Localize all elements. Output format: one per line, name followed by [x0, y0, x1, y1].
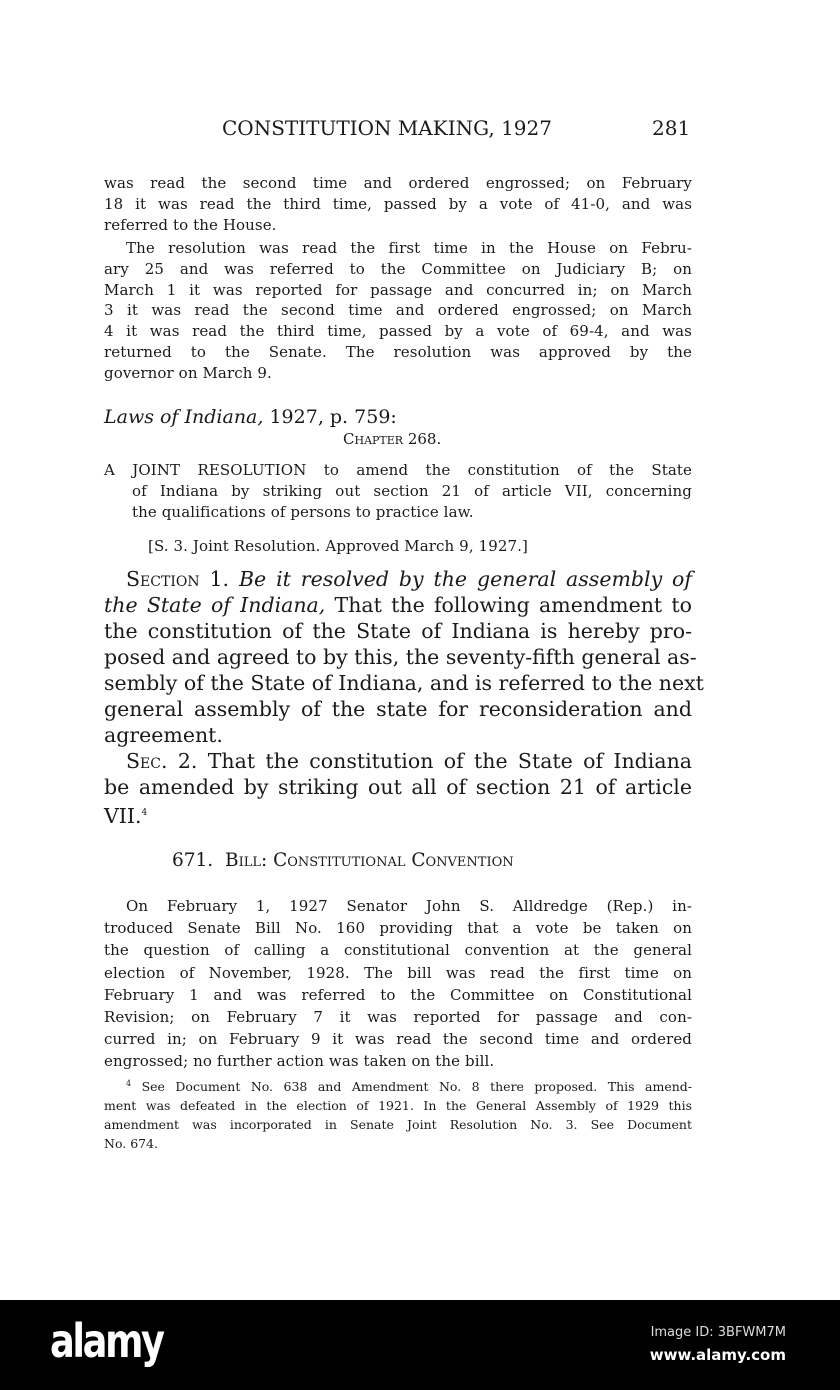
- text-line: A JOINT RESOLUTION to amend the constitution of the State: [104, 461, 692, 479]
- text-line: returned to the Senate. The resolution was approved by the: [104, 342, 692, 361]
- text-line: was read the second time and ordered engrossed; on February: [104, 174, 692, 192]
- running-header: [222, 116, 691, 140]
- text-line: engrossed; no further action was taken on the bill.: [104, 1052, 495, 1071]
- text-line: election of November, 1928. The bill was read the first time on: [104, 963, 692, 982]
- text-line: amendment was incorporated in Senate Joint Resolution No. 3. See Document: [104, 1117, 692, 1133]
- footnote-mark: 4: [126, 1079, 132, 1088]
- citation-page: 1927, p. 759:: [263, 406, 397, 428]
- text-line: the question of calling a constitutional convention at the general: [104, 941, 692, 960]
- joint-resolution-title: [104, 460, 692, 522]
- heading-title: Bill: Constitutional Convention: [224, 850, 514, 871]
- text-line: The resolution was read the first time in the House on Febru-: [126, 239, 692, 257]
- page-number: 281: [652, 116, 691, 140]
- text-line: 4 it was read the third time, passed by a vote of 69-4, and was: [104, 322, 692, 341]
- text-line: governor on March 9.: [104, 363, 272, 382]
- text-line: 18 it was read the third time, passed by a vote of 41-0, and was: [104, 194, 692, 213]
- text-line: ment was defeated in the election of 1921. In the General Assembly of 1929 this: [104, 1098, 692, 1114]
- paragraph-1: [104, 173, 692, 235]
- citation-title: Laws of Indiana,: [104, 406, 264, 428]
- text-span: See Document No. 638 and Amendment No. 8 there proposed. This amend-: [131, 1079, 692, 1095]
- resolving-clause: the State of Indiana,: [104, 593, 326, 617]
- alamy-logo: alamy: [50, 1314, 163, 1368]
- text-line: be amended by striking out all of section 21 of article: [104, 775, 692, 799]
- approval-note: [S. 3. Joint Resolution. Approved March 9, 1927.]: [148, 537, 528, 555]
- chapter-number: Chapter 268.: [343, 430, 442, 448]
- heading-number: 671.: [172, 850, 214, 871]
- text-line: Revision; on February 7 it was reported for passage and con-: [104, 1008, 692, 1027]
- text-line: posed and agreed to by this, the seventy-fifth general as-: [104, 645, 697, 669]
- section-label: Section 1.: [126, 567, 230, 591]
- text-line: sembly of the State of Indiana, and is referred to the next: [104, 671, 704, 695]
- image-id: Image ID: 3BFWM7M: [650, 1325, 786, 1340]
- text-span: That the following amendment to: [325, 593, 693, 617]
- footnote: [104, 1074, 692, 1153]
- text-line: curred in; on February 9 it was read the second time and ordered: [104, 1030, 692, 1049]
- text-line: the constitution of the State of Indiana is hereby pro-: [104, 619, 692, 643]
- footnote-reference: 4: [141, 808, 148, 818]
- text-line: troduced Senate Bill No. 160 providing that a vote be taken on: [104, 919, 692, 938]
- text-line: On February 1, 1927 Senator John S. Alldredge (Rep.) in-: [126, 897, 692, 915]
- text-line: agreement.: [104, 723, 223, 747]
- text-line: No. 674.: [104, 1136, 159, 1152]
- watermark-bar: [0, 1300, 840, 1390]
- section-heading: [172, 850, 514, 871]
- text-line: February 1 and was referred to the Committee on Constitutional: [104, 985, 692, 1004]
- text-line: 3 it was read the second time and ordered engrossed; on March: [104, 301, 692, 320]
- resolving-clause: Be it resolved by the general assembly of: [229, 567, 692, 591]
- text-line: of Indiana by striking out section 21 of article VII, concerning: [132, 481, 692, 500]
- text-span: That the constitution of the State of Indiana: [197, 749, 692, 773]
- text-line: referred to the House.: [104, 215, 277, 234]
- text-span: VII.: [104, 803, 142, 828]
- citation: [104, 406, 397, 428]
- text-line: general assembly of the state for reconsideration and: [104, 697, 692, 721]
- text-line: ary 25 and was referred to the Committee on Judiciary B; on: [104, 259, 692, 278]
- paragraph-3: [104, 895, 692, 1073]
- paragraph-2: [104, 238, 692, 384]
- header-title: CONSTITUTION MAKING, 1927: [222, 116, 552, 140]
- text-line: the qualifications of persons to practice law.: [132, 502, 474, 521]
- section-label: Sec. 2.: [126, 749, 198, 773]
- section-1: [104, 566, 704, 748]
- alamy-url: www.alamy.com: [649, 1346, 786, 1364]
- text-line: March 1 it was reported for passage and concurred in; on March: [104, 280, 692, 299]
- section-2: [104, 748, 692, 829]
